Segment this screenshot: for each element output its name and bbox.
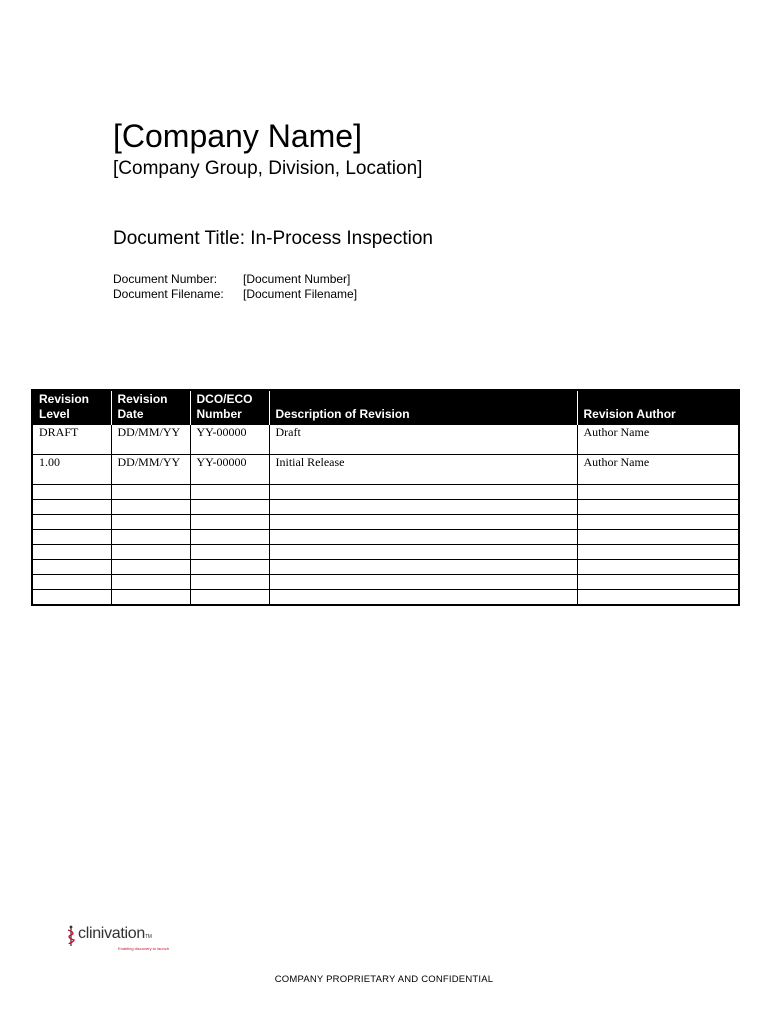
cell-revision-author: Author Name <box>577 425 739 455</box>
logo-trademark: TM <box>144 934 152 940</box>
table-cell-empty <box>190 515 269 530</box>
table-cell-empty <box>577 575 739 590</box>
table-cell-empty <box>32 560 111 575</box>
cell-description: Initial Release <box>269 455 577 485</box>
logo-name: clinivation <box>78 925 145 942</box>
table-cell-empty <box>190 530 269 545</box>
cell-description: Draft <box>269 425 577 455</box>
table-cell-empty <box>269 500 577 515</box>
table-cell-empty <box>577 530 739 545</box>
logo-text <box>78 925 169 951</box>
cell-dco-eco-number: YY-00000 <box>190 425 269 455</box>
table-cell-empty <box>577 590 739 606</box>
table-cell-empty <box>111 590 190 606</box>
table-cell-empty <box>111 515 190 530</box>
table-row-empty <box>32 485 739 500</box>
cell-dco-eco-number: YY-00000 <box>190 455 269 485</box>
table-row <box>32 425 739 455</box>
table-cell-empty <box>577 500 739 515</box>
company-name: [Company Name] <box>113 118 362 154</box>
table-cell-empty <box>269 530 577 545</box>
table-cell-empty <box>190 485 269 500</box>
table-cell-empty <box>111 530 190 545</box>
cell-revision-author: Author Name <box>577 455 739 485</box>
table-cell-empty <box>32 545 111 560</box>
table-row-empty <box>32 575 739 590</box>
table-cell-empty <box>190 575 269 590</box>
table-header-row <box>32 390 739 425</box>
table-cell-empty <box>111 500 190 515</box>
logo-wordmark <box>78 925 169 946</box>
cell-revision-level: DRAFT <box>32 425 111 455</box>
table-cell-empty <box>190 545 269 560</box>
table-cell-empty <box>269 545 577 560</box>
table-cell-empty <box>269 485 577 500</box>
table-cell-empty <box>111 545 190 560</box>
header-revision-level: Revision Level <box>32 390 111 425</box>
header-revision-date: Revision Date <box>111 390 190 425</box>
document-filename-row <box>113 287 357 302</box>
revision-history-table <box>31 389 740 606</box>
caduceus-icon <box>66 925 76 947</box>
table-row-empty <box>32 515 739 530</box>
document-filename-value: [Document Filename] <box>243 287 358 301</box>
logo-tagline: Enabling discovery to launch <box>118 946 169 951</box>
document-number-value: [Document Number] <box>243 272 351 286</box>
company-group: [Company Group, Division, Location] <box>113 158 423 179</box>
document-number-label: Document Number: <box>113 272 218 286</box>
table-cell-empty <box>32 530 111 545</box>
table-row-empty <box>32 530 739 545</box>
cell-revision-date: DD/MM/YY <box>111 425 190 455</box>
table-cell-empty <box>32 500 111 515</box>
document-filename-label: Document Filename: <box>113 287 224 301</box>
footer-confidential: COMPANY PROPRIETARY AND CONFIDENTIAL <box>274 974 494 985</box>
table-cell-empty <box>190 560 269 575</box>
table-cell-empty <box>577 485 739 500</box>
table-row-empty <box>32 590 739 606</box>
cell-revision-level: 1.00 <box>32 455 111 485</box>
table-row-empty <box>32 545 739 560</box>
document-title: Document Title: In-Process Inspection <box>113 228 433 249</box>
table-cell-empty <box>269 575 577 590</box>
header-revision-author: Revision Author <box>577 390 739 425</box>
table-row-empty <box>32 500 739 515</box>
cell-revision-date: DD/MM/YY <box>111 455 190 485</box>
table-cell-empty <box>269 590 577 606</box>
table-cell-empty <box>32 575 111 590</box>
table-cell-empty <box>32 515 111 530</box>
table-cell-empty <box>32 590 111 606</box>
document-number-row <box>113 272 357 287</box>
header-description: Description of Revision <box>269 390 577 425</box>
table-cell-empty <box>269 515 577 530</box>
table-cell-empty <box>190 590 269 606</box>
header-dco-eco-number: DCO/ECO Number <box>190 390 269 425</box>
table-cell-empty <box>577 545 739 560</box>
table-cell-empty <box>32 485 111 500</box>
document-meta <box>113 272 357 302</box>
table-row-empty <box>32 560 739 575</box>
table-cell-empty <box>577 560 739 575</box>
table-row <box>32 455 739 485</box>
table-cell-empty <box>190 500 269 515</box>
table-cell-empty <box>111 485 190 500</box>
table-cell-empty <box>111 575 190 590</box>
table-cell-empty <box>577 515 739 530</box>
table-cell-empty <box>269 560 577 575</box>
clinivation-logo <box>66 925 169 951</box>
table-cell-empty <box>111 560 190 575</box>
